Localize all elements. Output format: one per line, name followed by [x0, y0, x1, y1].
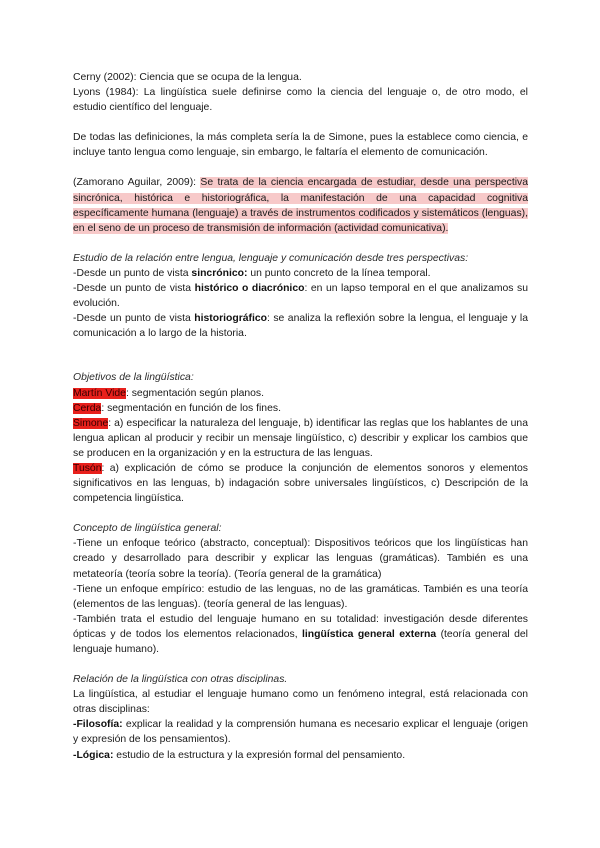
zamorano-prefix: (Zamorano Aguilar, 2009):: [73, 177, 201, 189]
objetivos-heading: Objetivos de la lingüística:: [73, 372, 194, 384]
perspectiva-pre: -Desde un punto de vista: [73, 313, 195, 325]
def-cerny: Cerny (2002): Ciencia que se ocupa de la lengua.: [73, 72, 302, 83]
perspectivas-heading: Estudio de la relación entre lengua, lenguaje y comunicación desde tres perspectivas:: [73, 252, 469, 264]
objetivo-text: : a) explicación de cómo se produce la conjunción de elementos sonoros y elementos significativos en las lenguas, b) indagación sobre universales lingüísticos, c) Descripción de la competencia lingüística.: [73, 462, 528, 505]
relacion-filosofia: [73, 717, 528, 747]
concepto-item-3: [73, 612, 528, 657]
zamorano-highlight: Se trata de la ciencia encargada de estudiar, desde una perspectiva sincrónica, histórica e historiográfica, la manifestación de una capacidad cognitiva específicamente humana (lenguaje) a través de instrumentos codificados y sistemáticos (lenguas), en el seno de un proceso de transmisión de información (actividad comunicativa).: [73, 177, 528, 234]
concepto-item-3-post: (teoría general del lenguaje humano).: [73, 628, 528, 655]
objetivo-author: Simone: [73, 417, 109, 429]
concepto-item-3-bold: lingüística general externa: [302, 628, 437, 640]
perspectiva-pre: -Desde un punto de vista: [73, 267, 192, 279]
logica-text: estudio de la estructura y la expresión formal del pensamiento.: [113, 749, 406, 761]
perspectiva-item: [73, 311, 528, 341]
perspectiva-item: [73, 266, 528, 281]
perspectiva-pre: -Desde un punto de vista: [73, 283, 195, 295]
logica-label: -Lógica:: [73, 749, 114, 761]
objetivo-item: [73, 401, 528, 416]
objetivo-item: [73, 386, 528, 401]
zamorano-paragraph: [73, 175, 528, 235]
perspectiva-bold: historiográfico: [194, 313, 268, 325]
def-lyons: Lyons (1984): La lingüística suele definirse como la ciencia del lenguaje o, de otro modo, el estudio científico del lenguaje.: [73, 87, 528, 114]
perspectiva-item: [73, 281, 528, 311]
objetivo-author: Cerda: [73, 402, 102, 414]
relacion-intro: La lingüística, al estudiar el lenguaje humano como un fenómeno integral, está relacionada con otras disciplinas:: [73, 689, 528, 716]
filosofia-label: -Filosofía:: [73, 719, 123, 731]
concepto-item-3-pre: -También trata el estudio del lenguaje humano en su totalidad: investigación desde diferentes ópticas y de todos los elementos relacionados,: [73, 613, 528, 640]
objetivo-text: : segmentación en función de los fines.: [101, 402, 281, 414]
objetivo-author: Tusón: [73, 462, 102, 474]
concepto-item-1: -Tiene un enfoque teórico (abstracto, conceptual): Dispositivos teóricos que los lingüísticas han creado y desarrollado para describir y explicar las lenguas (gramáticas). También es una metateoría (teoría sobre la teoría). (Teoría general de la gramática): [73, 538, 528, 580]
objetivo-item: [73, 416, 528, 461]
concepto-heading: Concepto de lingüística general:: [73, 523, 222, 535]
perspectiva-post: : en un lapso temporal en el que analizamos su evolución.: [73, 283, 528, 310]
perspectiva-post: : se analiza la reflexión sobre la lengua, el lenguaje y la comunicación a lo largo de la historia.: [73, 313, 529, 340]
perspectiva-post: un punto concreto de la línea temporal.: [247, 267, 431, 279]
perspectiva-bold: sincrónico:: [191, 267, 248, 279]
filosofia-text: explicar la realidad y la comprensión humana es necesario explicar el lenguaje (origen y expresión de los pensamientos).: [73, 719, 528, 746]
relacion-logica: [73, 748, 528, 763]
relacion-heading: Relación de la lingüística con otras disciplinas.: [73, 674, 288, 686]
perspectiva-bold: histórico o diacrónico: [194, 283, 305, 295]
concepto-item-2: -Tiene un enfoque empírico: estudio de las lenguas, no de las gramáticas. También es una teoría (elementos de las lenguas). (teoría general de las lenguas).: [73, 583, 528, 610]
objetivo-text: : segmentación según planos.: [125, 387, 265, 399]
objetivo-item: [73, 461, 528, 506]
objetivo-author: Martín Vide: [73, 387, 126, 399]
simone-paragraph: De todas las definiciones, la más completa sería la de Simone, pues la establece como ciencia, e incluye tanto lengua como lenguaje, sin embargo, le faltaría el elemento de comunicación.: [73, 132, 528, 159]
objetivo-text: : a) especificar la naturaleza del lenguaje, b) identificar las reglas que los hablantes de una lengua aplican al producir y recibir un mensaje lingüístico, c) describir y explicar los cambios que se producen en la organización y en la estructura de las lenguas.: [73, 417, 528, 459]
